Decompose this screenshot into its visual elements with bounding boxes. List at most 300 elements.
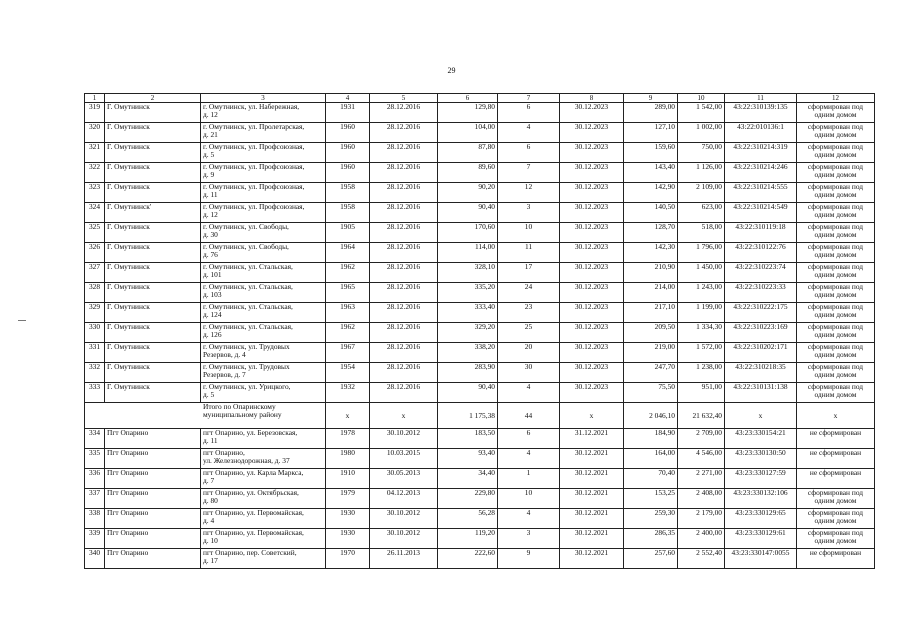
area-cell: 93,40: [438, 449, 498, 469]
settlement-cell: Пгт Опарино: [105, 429, 201, 449]
year-cell: 1979: [326, 489, 370, 509]
address-cell-line1: г. Омутнинск, ул. Стальская,: [203, 282, 293, 291]
cadastral-cell: 43:22:310202:171: [725, 343, 797, 363]
residents-cell: 7: [498, 163, 560, 183]
land-status-cell-line1: сформирован под: [807, 322, 864, 331]
column-number: 3: [201, 94, 326, 103]
total-label-line1: Итого по Опаринскому: [203, 402, 276, 411]
address-cell-line1: пгт Опарино, пер. Советский,: [203, 548, 297, 557]
area-cell: 104,00: [438, 123, 498, 143]
row-number: 338: [85, 509, 105, 529]
land-status-cell-line1: не сформирован: [809, 548, 862, 557]
land-status-cell-line2: одним домом: [814, 310, 857, 319]
value9-cell: 286,35: [624, 529, 678, 549]
column-number: 12: [797, 94, 875, 103]
table-row: [85, 429, 875, 449]
column-number: 6: [438, 94, 498, 103]
row-number: 340: [85, 549, 105, 569]
land-status-cell-line2: одним домом: [814, 170, 857, 179]
address-cell: [201, 529, 326, 549]
row-number: 321: [85, 143, 105, 163]
planned-date-cell: 30.12.2023: [560, 383, 624, 403]
value10-cell: 518,00: [678, 223, 725, 243]
address-cell-line1: пгт Опарино, ул. Карла Маркса,: [203, 468, 304, 477]
row-number: 327: [85, 263, 105, 283]
inclusion-date-cell: 10.03.2015: [370, 449, 438, 469]
table-row: [85, 549, 875, 569]
value10-cell: 2 709,00: [678, 429, 725, 449]
row-number: 324: [85, 203, 105, 223]
year-cell: 1905: [326, 223, 370, 243]
value10-cell: 750,00: [678, 143, 725, 163]
inclusion-date-cell: 28.12.2016: [370, 203, 438, 223]
settlement-cell: Г. Омутнинск': [105, 203, 201, 223]
column-number-row: [85, 94, 875, 103]
planned-date-cell: 30.12.2023: [560, 323, 624, 343]
year-cell: 1963: [326, 303, 370, 323]
residents-cell: 4: [498, 383, 560, 403]
area-cell: 90,40: [438, 203, 498, 223]
inclusion-date-cell: 28.12.2016: [370, 123, 438, 143]
land-status-cell-line2: одним домом: [814, 370, 857, 379]
value9-cell: 217,10: [624, 303, 678, 323]
year-cell: 1964: [326, 243, 370, 263]
residents-cell: 1: [498, 469, 560, 489]
land-status-cell-line1: сформирован под: [807, 242, 864, 251]
land-status-cell: [797, 203, 875, 223]
cadastral-cell: 43:22:310214:319: [725, 143, 797, 163]
planned-date-cell: 30.12.2021: [560, 549, 624, 569]
land-status-cell: [797, 383, 875, 403]
address-cell-line2: д. 12: [203, 210, 218, 219]
table-row: [85, 323, 875, 343]
area-cell: 56,28: [438, 509, 498, 529]
residents-cell: 6: [498, 103, 560, 123]
value9-cell: 164,00: [624, 449, 678, 469]
inclusion-date-cell: 28.12.2016: [370, 363, 438, 383]
value10-cell: 2 400,00: [678, 529, 725, 549]
year-cell: 1962: [326, 263, 370, 283]
value10-cell: 4 546,00: [678, 449, 725, 469]
land-status-cell: [797, 469, 875, 489]
land-status-cell-line2: одним домом: [814, 110, 857, 119]
value9-cell: 257,60: [624, 549, 678, 569]
cadastral-cell: 43:23:330129:61: [725, 529, 797, 549]
land-status-cell: [797, 303, 875, 323]
residents-cell: 12: [498, 183, 560, 203]
land-status-cell-line1: сформирован под: [807, 102, 864, 111]
address-cell-line2: д. 10: [203, 536, 218, 545]
value9-cell: 247,70: [624, 363, 678, 383]
table-row: [85, 509, 875, 529]
area-cell: 283,90: [438, 363, 498, 383]
address-cell: [201, 429, 326, 449]
land-status-cell: [797, 163, 875, 183]
address-cell-line2: д. 124: [203, 310, 222, 319]
land-status-cell: [797, 243, 875, 263]
land-status-cell-line1: не сформирован: [809, 448, 862, 457]
value9-cell: 142,30: [624, 243, 678, 263]
address-cell-line1: г. Омутнинск, ул. Трудовых: [203, 362, 290, 371]
value9-cell: 143,40: [624, 163, 678, 183]
table-row: [85, 283, 875, 303]
year-cell: 1930: [326, 509, 370, 529]
planned-date-cell: 30.12.2021: [560, 489, 624, 509]
address-cell: [201, 203, 326, 223]
value9-cell: 259,30: [624, 509, 678, 529]
value10-cell: 2 408,00: [678, 489, 725, 509]
year-cell: 1962: [326, 323, 370, 343]
area-cell: 119,20: [438, 529, 498, 549]
land-status-cell: [797, 123, 875, 143]
total-status: x: [797, 403, 875, 429]
value9-cell: 219,00: [624, 343, 678, 363]
land-status-cell-line1: сформирован под: [807, 182, 864, 191]
settlement-cell: Г. Омутнинск: [105, 263, 201, 283]
cadastral-cell: 43:23:330127:59: [725, 469, 797, 489]
residents-cell: 10: [498, 223, 560, 243]
value9-cell: 210,90: [624, 263, 678, 283]
year-cell: 1930: [326, 529, 370, 549]
land-status-cell: [797, 283, 875, 303]
address-cell-line2: д. 30: [203, 230, 218, 239]
total-year: x: [326, 403, 370, 429]
row-number: 328: [85, 283, 105, 303]
address-cell-line2: д. 5: [203, 390, 215, 399]
year-cell: 1958: [326, 183, 370, 203]
land-status-cell-line1: сформирован под: [807, 382, 864, 391]
residents-cell: 23: [498, 303, 560, 323]
land-status-cell: [797, 509, 875, 529]
settlement-cell: Пгт Опарино: [105, 549, 201, 569]
planned-date-cell: 30.12.2023: [560, 123, 624, 143]
row-number: 329: [85, 303, 105, 323]
value10-cell: 623,00: [678, 203, 725, 223]
land-status-cell: [797, 449, 875, 469]
inclusion-date-cell: 28.12.2016: [370, 383, 438, 403]
settlement-cell: Г. Омутнинск: [105, 123, 201, 143]
planned-date-cell: 30.12.2023: [560, 103, 624, 123]
table-row: [85, 489, 875, 509]
residents-cell: 24: [498, 283, 560, 303]
column-number: 5: [370, 94, 438, 103]
table-row: [85, 143, 875, 163]
land-status-cell: [797, 223, 875, 243]
address-cell-line2: д. 80: [203, 496, 218, 505]
value10-cell: 1 572,00: [678, 343, 725, 363]
settlement-cell: Г. Омутнинск: [105, 343, 201, 363]
total-value9: 2 046,10: [624, 403, 678, 429]
address-cell-line1: г. Омутнинск, ул. Профсоюзная,: [203, 202, 305, 211]
year-cell: 1970: [326, 549, 370, 569]
address-cell: [201, 509, 326, 529]
land-status-cell-line2: одним домом: [814, 330, 857, 339]
row-number: 337: [85, 489, 105, 509]
land-status-cell: [797, 549, 875, 569]
address-cell-line1: пгт Опарино, ул. Первомайская,: [203, 508, 304, 517]
land-status-cell-line1: сформирован под: [807, 488, 864, 497]
row-number: 319: [85, 103, 105, 123]
land-status-cell-line1: сформирован под: [807, 262, 864, 271]
table-row: [85, 243, 875, 263]
address-cell-line2: д. 101: [203, 270, 222, 279]
column-number: 8: [560, 94, 624, 103]
land-status-cell: [797, 529, 875, 549]
address-cell-line2: д. 12: [203, 110, 218, 119]
cadastral-cell: 43:23:330154:21: [725, 429, 797, 449]
address-cell-line2: д. 21: [203, 130, 218, 139]
settlement-cell: Пгт Опарино: [105, 489, 201, 509]
inclusion-date-cell: 04.12.2013: [370, 489, 438, 509]
inclusion-date-cell: 28.12.2016: [370, 103, 438, 123]
area-cell: 338,20: [438, 343, 498, 363]
planned-date-cell: 30.12.2021: [560, 529, 624, 549]
year-cell: 1932: [326, 383, 370, 403]
table-row: [85, 263, 875, 283]
inclusion-date-cell: 28.12.2016: [370, 323, 438, 343]
value9-cell: 128,70: [624, 223, 678, 243]
area-cell: 229,80: [438, 489, 498, 509]
value9-cell: 70,40: [624, 469, 678, 489]
value10-cell: 1 243,00: [678, 283, 725, 303]
address-cell: [201, 123, 326, 143]
settlement-cell: Г. Омутнинск: [105, 323, 201, 343]
land-status-cell-line2: одним домом: [814, 250, 857, 259]
margin-dash: [18, 320, 26, 321]
address-cell-line1: г. Омутнинск, ул. Стальская,: [203, 322, 293, 331]
total-label-line2: муниципальному району: [203, 410, 282, 419]
planned-date-cell: 30.12.2023: [560, 243, 624, 263]
inclusion-date-cell: 30.10.2012: [370, 509, 438, 529]
land-status-cell-line1: сформирован под: [807, 362, 864, 371]
inclusion-date-cell: 28.12.2016: [370, 263, 438, 283]
value9-cell: 209,50: [624, 323, 678, 343]
address-cell-line1: г. Омутнинск, ул. Трудовых: [203, 342, 290, 351]
total-value10: 21 632,40: [678, 403, 725, 429]
planned-date-cell: 30.12.2023: [560, 143, 624, 163]
residents-cell: 17: [498, 263, 560, 283]
value10-cell: 1 542,00: [678, 103, 725, 123]
land-status-cell-line1: сформирован под: [807, 142, 864, 151]
inclusion-date-cell: 28.12.2016: [370, 143, 438, 163]
planned-date-cell: 30.12.2023: [560, 223, 624, 243]
value10-cell: 951,00: [678, 383, 725, 403]
inclusion-date-cell: 28.12.2016: [370, 163, 438, 183]
value10-cell: 1 002,00: [678, 123, 725, 143]
settlement-cell: Г. Омутнинск: [105, 383, 201, 403]
year-cell: 1965: [326, 283, 370, 303]
address-cell-line1: пгт Опарино, ул. Октябрьская,: [203, 488, 299, 497]
column-number: 2: [105, 94, 201, 103]
row-number: 339: [85, 529, 105, 549]
inclusion-date-cell: 28.12.2016: [370, 303, 438, 323]
address-cell: [201, 489, 326, 509]
column-number: 4: [326, 94, 370, 103]
area-cell: 114,00: [438, 243, 498, 263]
cadastral-cell: 43:22:310131:138: [725, 383, 797, 403]
settlement-cell: Г. Омутнинск: [105, 183, 201, 203]
planned-date-cell: 30.12.2023: [560, 163, 624, 183]
value10-cell: 2 109,00: [678, 183, 725, 203]
table-row: [85, 343, 875, 363]
land-status-cell-line2: одним домом: [814, 390, 857, 399]
address-cell-line1: г. Омутнинск, ул. Набережная,: [203, 102, 300, 111]
value9-cell: 127,10: [624, 123, 678, 143]
land-status-cell: [797, 363, 875, 383]
residents-cell: 9: [498, 549, 560, 569]
address-cell: [201, 323, 326, 343]
inclusion-date-cell: 28.12.2016: [370, 343, 438, 363]
table-row: [85, 449, 875, 469]
land-status-cell-line1: сформирован под: [807, 162, 864, 171]
year-cell: 1910: [326, 469, 370, 489]
cadastral-cell: 43:23:330129:65: [725, 509, 797, 529]
total-residents: 44: [498, 403, 560, 429]
row-number: 330: [85, 323, 105, 343]
year-cell: 1980: [326, 449, 370, 469]
value10-cell: 2 552,40: [678, 549, 725, 569]
cadastral-cell: 43:22:310223:74: [725, 263, 797, 283]
address-cell-line2: д. 11: [203, 190, 218, 199]
row-number: 333: [85, 383, 105, 403]
address-cell-line1: г. Омутнинск, ул. Профсоюзная,: [203, 142, 305, 151]
address-cell-line1: г. Омутнинск, ул. Профсоюзная,: [203, 182, 305, 191]
land-status-cell-line1: сформирован под: [807, 222, 864, 231]
address-cell-line2: д. 4: [203, 516, 215, 525]
area-cell: 89,60: [438, 163, 498, 183]
table-row: [85, 383, 875, 403]
land-status-cell-line2: одним домом: [814, 130, 857, 139]
land-status-cell-line2: одним домом: [814, 190, 857, 199]
table-row: [85, 223, 875, 243]
address-cell-line2: д. 17: [203, 556, 218, 565]
settlement-cell: Г. Омутнинск: [105, 163, 201, 183]
address-cell-line1: г. Омутнинск, ул. Свободы,: [203, 242, 289, 251]
land-status-cell-line2: одним домом: [814, 150, 857, 159]
land-status-cell: [797, 183, 875, 203]
planned-date-cell: 31.12.2021: [560, 429, 624, 449]
land-status-cell-line2: одним домом: [814, 270, 857, 279]
value10-cell: 1 450,00: [678, 263, 725, 283]
address-cell-line2: ул. Железнодорожная, д. 37: [203, 456, 290, 465]
address-cell-line1: г. Омутнинск, ул. Стальская,: [203, 262, 293, 271]
address-cell-line1: г. Омутнинск, ул. Профсоюзная,: [203, 162, 305, 171]
inclusion-date-cell: 26.11.2013: [370, 549, 438, 569]
land-status-cell-line2: одним домом: [814, 210, 857, 219]
year-cell: 1958: [326, 203, 370, 223]
address-cell: [201, 303, 326, 323]
land-status-cell-line1: сформирован под: [807, 282, 864, 291]
address-cell-line1: пгт Опарино,: [203, 448, 245, 457]
residents-cell: 4: [498, 123, 560, 143]
row-number: 332: [85, 363, 105, 383]
year-cell: 1960: [326, 123, 370, 143]
land-status-cell-line1: сформирован под: [807, 202, 864, 211]
land-status-cell-line2: одним домом: [814, 230, 857, 239]
cadastral-cell: 43:23:330130:50: [725, 449, 797, 469]
planned-date-cell: 30.12.2021: [560, 469, 624, 489]
year-cell: 1960: [326, 143, 370, 163]
inclusion-date-cell: 30.05.2013: [370, 469, 438, 489]
row-number: 323: [85, 183, 105, 203]
year-cell: 1978: [326, 429, 370, 449]
residents-cell: 4: [498, 449, 560, 469]
column-number: 7: [498, 94, 560, 103]
value9-cell: 159,60: [624, 143, 678, 163]
area-cell: 170,60: [438, 223, 498, 243]
settlement-cell: Пгт Опарино: [105, 449, 201, 469]
address-cell-line1: г. Омутнинск, ул. Пролетарская,: [203, 122, 305, 131]
area-cell: 90,20: [438, 183, 498, 203]
total-cadastral: x: [725, 403, 797, 429]
value9-cell: 140,50: [624, 203, 678, 223]
address-cell-line1: г. Омутнинск, ул. Урицкого,: [203, 382, 291, 391]
row-number: 320: [85, 123, 105, 143]
cadastral-cell: 43:22:310222:175: [725, 303, 797, 323]
inclusion-date-cell: 30.10.2012: [370, 529, 438, 549]
settlement-cell: Г. Омутнинск: [105, 243, 201, 263]
land-status-cell-line1: не сформирован: [809, 428, 862, 437]
row-number: 322: [85, 163, 105, 183]
residents-cell: 6: [498, 143, 560, 163]
row-number: 326: [85, 243, 105, 263]
address-cell: [201, 549, 326, 569]
land-status-cell: [797, 343, 875, 363]
value10-cell: 2 271,00: [678, 469, 725, 489]
land-status-cell: [797, 323, 875, 343]
land-status-cell: [797, 263, 875, 283]
settlement-cell: Г. Омутнинск: [105, 303, 201, 323]
residents-cell: 10: [498, 489, 560, 509]
address-cell-line2: д. 7: [203, 476, 215, 485]
address-cell: [201, 103, 326, 123]
residents-cell: 3: [498, 203, 560, 223]
column-number: 9: [624, 94, 678, 103]
address-cell-line2: д. 11: [203, 436, 218, 445]
cadastral-cell: 43:22:310122:76: [725, 243, 797, 263]
address-cell-line2: д. 103: [203, 290, 222, 299]
cadastral-cell: 43:23:330147:0055: [725, 549, 797, 569]
table-row: [85, 123, 875, 143]
address-cell: [201, 143, 326, 163]
table-row: [85, 363, 875, 383]
total-inclusion-date: x: [370, 403, 438, 429]
planned-date-cell: 30.12.2023: [560, 263, 624, 283]
land-status-cell-line1: сформирован под: [807, 342, 864, 351]
column-number: 10: [678, 94, 725, 103]
cadastral-cell: 43:22:310218:35: [725, 363, 797, 383]
value10-cell: 1 334,30: [678, 323, 725, 343]
residents-cell: 25: [498, 323, 560, 343]
address-cell-line2: д. 5: [203, 150, 215, 159]
address-cell: [201, 383, 326, 403]
land-status-cell-line1: сформирован под: [807, 302, 864, 311]
table-row: [85, 303, 875, 323]
address-cell: [201, 469, 326, 489]
address-cell-line2: д. 9: [203, 170, 215, 179]
cadastral-cell: 43:22:310214:246: [725, 163, 797, 183]
land-status-cell-line2: одним домом: [814, 516, 857, 525]
value9-cell: 214,00: [624, 283, 678, 303]
settlement-cell: Г. Омутнинск: [105, 363, 201, 383]
settlement-cell: Г. Омутнинск: [105, 283, 201, 303]
inclusion-date-cell: 28.12.2016: [370, 223, 438, 243]
address-cell: [201, 163, 326, 183]
value10-cell: 1 126,00: [678, 163, 725, 183]
cadastral-cell: 43:22:010136:1: [725, 123, 797, 143]
land-status-cell-line1: сформирован под: [807, 122, 864, 131]
address-cell: [201, 343, 326, 363]
